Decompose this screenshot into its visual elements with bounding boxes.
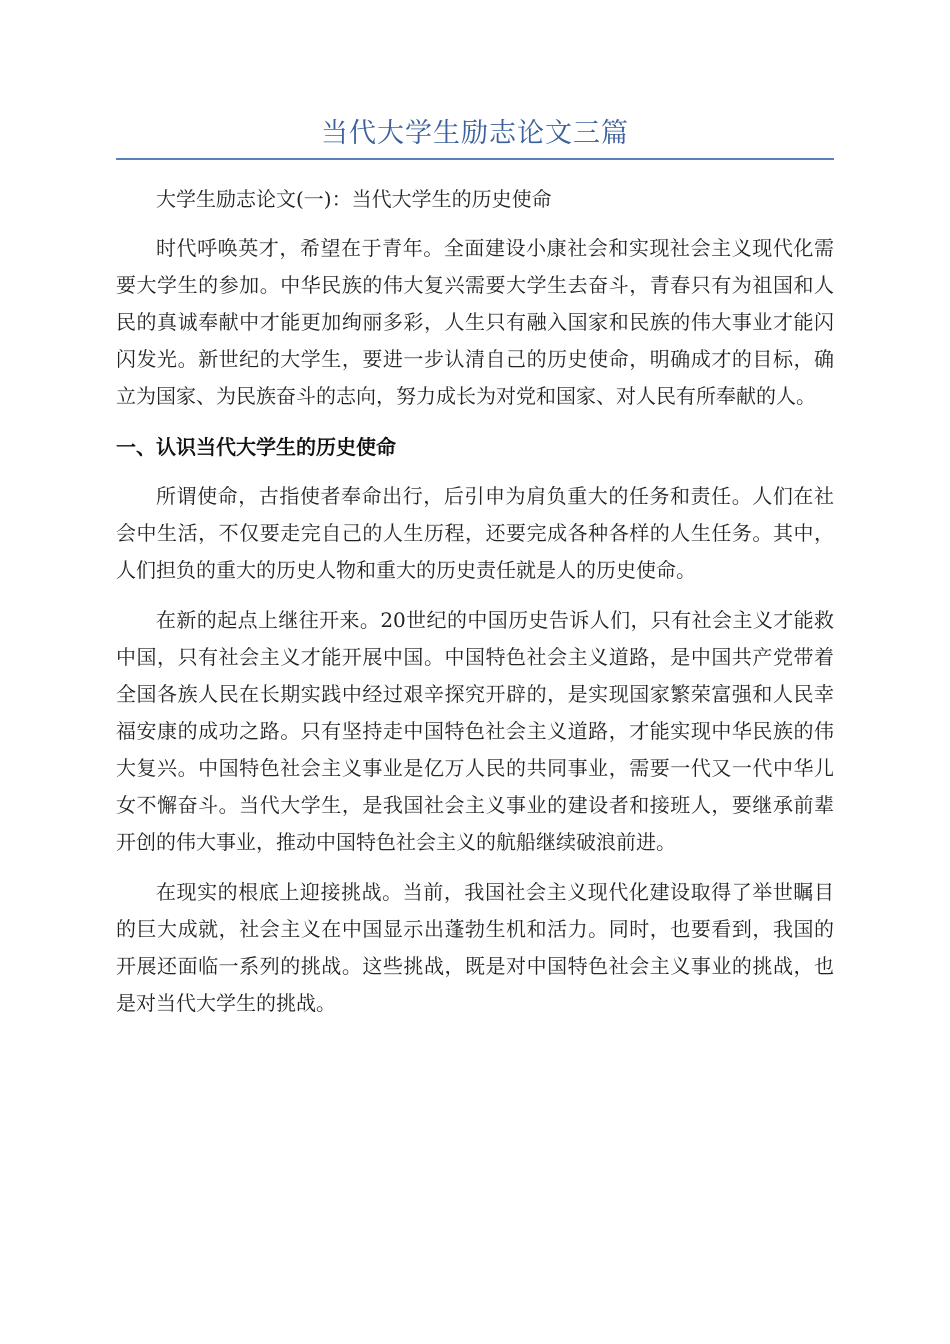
body-paragraph: 所谓使命，古指使者奉命出行，后引申为肩负重大的任务和责任。人们在社会中生活，不仅要走完自己的人生历程，还要完成各种各样的人生任务。其中，人们担负的重大的历史人物和重大的历史责任就是人的历史使命。 xyxy=(116,484,834,582)
document-page xyxy=(116,112,834,1035)
body-paragraph: 在新的起点上继往开来。20世纪的中国历史告诉人们，只有社会主义才能救中国，只有社会主义才能开展中国。中国特色社会主义道路，是中国共产党带着全国各族人民在长期实践中经过艰辛探究开辟的，是实现国家繁荣富强和人民幸福安康的成功之路。只有坚持走中国特色社会主义道路，才能实现中华民族的伟大复兴。中国特色社会主义事业是亿万人民的共同事业，需要一代又一代中华儿女不懈奋斗。当代大学生，是我国社会主义事业的建设者和接班人，要继承前辈开创的伟大事业，推动中国特色社会主义的航船继续破浪前进。 xyxy=(116,608,834,854)
document-title: 当代大学生励志论文三篇 xyxy=(116,112,834,160)
body-paragraph: 在现实的根底上迎接挑战。当前，我国社会主义现代化建设取得了举世瞩目的巨大成就，社会主义在中国显示出蓬勃生机和活力。同时，也要看到，我国的开展还面临一系列的挑战。这些挑战，既是对中国特色社会主义事业的挑战，也是对当代大学生的挑战。 xyxy=(116,880,834,1015)
section-heading: 一、认识当代大学生的历史使命 xyxy=(116,435,396,459)
intro-paragraph: 时代呼唤英才，希望在于青年。全面建设小康社会和实现社会主义现代化需要大学生的参加。中华民族的伟大复兴需要大学生去奋斗，青春只有为祖国和人民的真诚奉献中才能更加绚丽多彩，人生只有融入国家和民族的伟大事业才能闪闪发光。新世纪的大学生，要进一步认清自己的历史使命，明确成才的目标，确立为国家、为民族奋斗的志向，努力成长为对党和国家、对人民有所奉献的人。 xyxy=(116,236,834,408)
document-subtitle: 大学生励志论文(一)：当代大学生的历史使命 xyxy=(156,187,552,211)
